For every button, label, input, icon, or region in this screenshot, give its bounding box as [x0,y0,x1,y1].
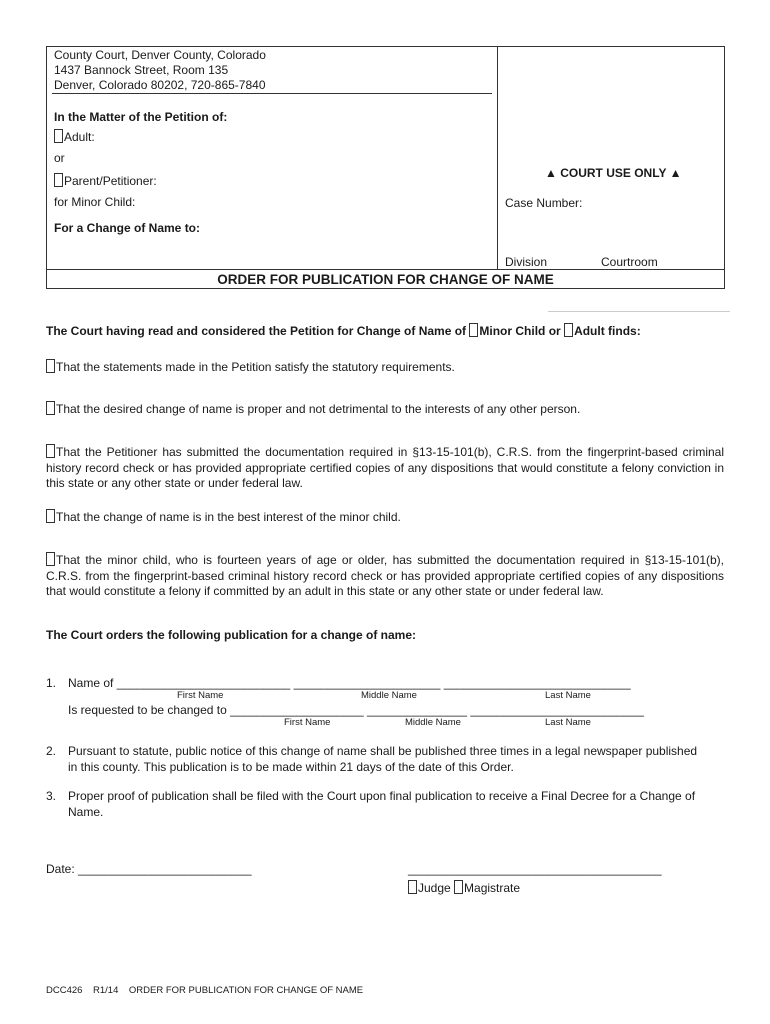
judge-checkbox[interactable] [408,880,417,894]
first-name-caption: First Name [284,717,331,728]
finding-5-checkbox[interactable] [46,552,55,566]
decorative-rule [548,311,730,312]
new-last-name-field[interactable]: __________________________ [470,703,644,717]
court-street: 1437 Bannock Street, Room 135 [54,63,229,77]
magistrate-label: Magistrate [464,881,521,895]
last-name-caption: Last Name [545,717,591,728]
finding-item [46,552,724,600]
division-label: Division [505,255,548,269]
finding-item [46,509,724,526]
changed-to-label: Is requested to be changed to [68,703,227,717]
findings-intro-text: The Court having read and considered the Petition for Change of Name of [46,324,467,338]
finding-4-checkbox[interactable] [46,509,55,523]
finding-4-text: That the change of name is in the best interest of the minor child. [56,510,401,524]
finding-2-text: That the desired change of name is proper and not detrimental to the interests of any other person. [56,402,581,416]
first-name-caption: First Name [177,690,224,701]
judge-label: Judge [418,881,451,895]
current-first-name-field[interactable]: __________________________ [116,676,291,690]
caption-divider-vertical [497,46,498,270]
findings-intro [46,323,641,338]
date-row [46,862,252,876]
parent-row [54,173,157,188]
magistrate-checkbox[interactable] [454,880,463,894]
minor-child-label: for Minor Child: [54,195,136,209]
parent-checkbox[interactable] [54,173,63,187]
orders-heading: The Court orders the following publication for a change of name: [46,628,417,642]
item-2-number: 2. [46,744,57,758]
new-middle-name-field[interactable]: _______________ [366,703,468,717]
parent-label: Parent/Petitioner: [64,174,157,188]
current-middle-name-field[interactable]: ______________________ [293,676,441,690]
change-to-label: For a Change of Name to: [54,221,201,235]
footer-form-title: ORDER FOR PUBLICATION FOR CHANGE OF NAME [128,985,364,996]
matter-label: In the Matter of the Petition of: [54,110,228,124]
court-city-phone: Denver, Colorado 80202, 720-865-7840 [54,78,266,92]
adult-finds-checkbox[interactable] [564,323,573,337]
changed-to-row [68,703,644,717]
new-first-name-field[interactable]: ____________________ [230,703,364,717]
case-number-label: Case Number: [505,196,583,210]
courtroom-label: Courtroom [601,255,658,269]
signature-line[interactable]: ______________________________________ [408,862,662,876]
current-last-name-field[interactable]: ____________________________ [443,676,631,690]
item-3-text: Proper proof of publication shall be filed with the Court upon final publication to receive a Final Decree for a Change of Name. [68,789,696,819]
adult-label: Adult: [64,130,95,144]
finding-1-text: That the statements made in the Petition satisfy the statutory requirements. [56,360,455,374]
court-name: County Court, Denver County, Colorado [54,48,266,62]
footer-form-code: DCC426 [46,985,83,996]
finding-5-text: That the minor child, who is fourteen years of age or older, has submitted the documentation required in §13-15-101(b), C.R.S. from the fingerprint-based criminal history record check or has provided appropriate certified copies of any dispositions that would constitute a felony if committed by an adult in this state or any other state or under federal law. [46,553,724,598]
middle-name-caption: Middle Name [405,717,461,728]
date-field[interactable]: __________________________ [78,862,252,876]
footer-revision: R1/14 [93,985,119,996]
findings-minor-label: Minor Child or [479,324,561,338]
adult-checkbox[interactable] [54,129,63,143]
finding-2-checkbox[interactable] [46,401,55,415]
or-label: or [54,151,65,165]
finding-3-text: That the Petitioner has submitted the documentation required in §13-15-101(b), C.R.S. from the fingerprint-based criminal history record check or has provided appropriate certified copies of any dispositions that would constitute a felony conviction in this state or any other state or under federal law. [46,445,724,490]
judge-magistrate-row [408,880,520,895]
finding-item [46,401,724,418]
last-name-caption: Last Name [545,690,591,701]
caption-divider-horizontal [46,269,725,270]
item-2-text: Pursuant to statute, public notice of this change of name shall be published three times in a legal newspaper published in this county. This publication is to be made within 21 days of the date of this Order. [68,744,698,774]
middle-name-caption: Middle Name [361,690,417,701]
findings-adult-label: Adult finds: [574,324,641,338]
address-underline [52,93,492,94]
footer [46,985,363,996]
finding-item [46,359,724,376]
item-3-number: 3. [46,789,57,803]
finding-1-checkbox[interactable] [46,359,55,373]
item-1-number: 1. [46,676,57,690]
form-title: ORDER FOR PUBLICATION FOR CHANGE OF NAME [217,272,554,287]
date-label: Date: [46,862,75,876]
name-of-label: Name of [68,676,114,690]
name-of-row [68,676,631,690]
finding-3-checkbox[interactable] [46,444,55,458]
court-use-only: ▲ COURT USE ONLY ▲ [545,166,682,180]
minor-child-checkbox[interactable] [469,323,478,337]
adult-row [54,129,95,144]
finding-item [46,444,724,492]
